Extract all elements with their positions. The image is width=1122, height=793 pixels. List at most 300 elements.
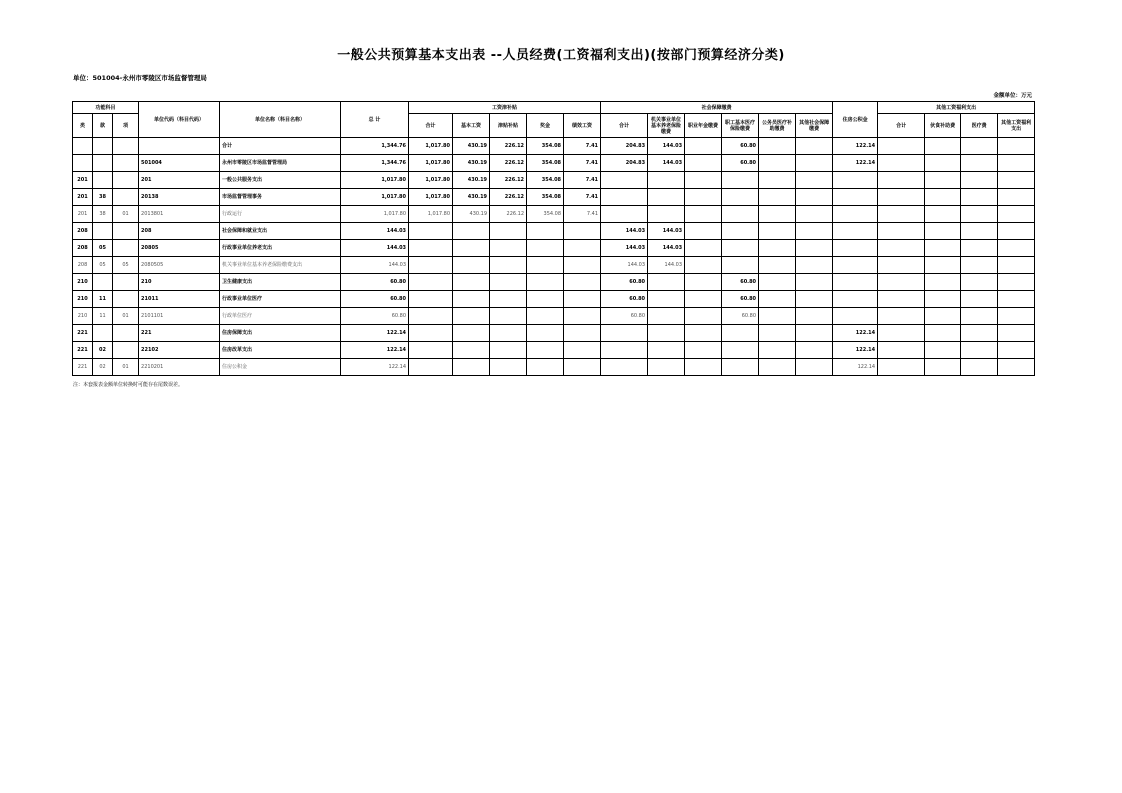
civil-medical-cell: [759, 291, 796, 308]
pension-cell: 144.03: [648, 257, 685, 274]
social-total-cell: 204.83: [601, 138, 648, 155]
other-welfare-cell: [998, 325, 1035, 342]
total-cell: 1,017.80: [341, 189, 409, 206]
social-total-cell: 144.03: [601, 240, 648, 257]
other-welfare-cell: [998, 206, 1035, 223]
table-row: [73, 359, 1035, 376]
medical-header: 职工基本医疗保险缴费: [722, 114, 759, 138]
kuan-cell: [93, 325, 113, 342]
money-unit-label: 金额单位：万元: [993, 93, 1032, 99]
other-welfare-header: 其他工资福利支出: [998, 114, 1035, 138]
base-wage-cell: [453, 223, 490, 240]
bonus-cell: [527, 291, 564, 308]
lei-cell: 210: [73, 308, 93, 325]
med-fee-header: 医疗费: [961, 114, 998, 138]
meal-cell: [925, 325, 961, 342]
medical-cell: 60.80: [722, 308, 759, 325]
med-fee-cell: [961, 189, 998, 206]
base-wage-cell: [453, 325, 490, 342]
merit-pay-cell: 7.41: [564, 138, 601, 155]
med-fee-cell: [961, 172, 998, 189]
medical-cell: [722, 172, 759, 189]
meal-cell: [925, 257, 961, 274]
total-header: 总 计: [341, 102, 409, 138]
total-cell: 144.03: [341, 223, 409, 240]
med-fee-cell: [961, 138, 998, 155]
pension-cell: 144.03: [648, 155, 685, 172]
social-total-cell: 204.83: [601, 155, 648, 172]
base-wage-cell: [453, 257, 490, 274]
kuan-cell: [93, 155, 113, 172]
other-social-cell: [796, 189, 833, 206]
base-wage-cell: 430.19: [453, 206, 490, 223]
medical-cell: [722, 342, 759, 359]
footnote: 注：本套报表金额单位转换时可能存在尾数误差。: [73, 382, 184, 388]
civil-medical-cell: [759, 308, 796, 325]
med-fee-cell: [961, 206, 998, 223]
wage-total-cell: [409, 274, 453, 291]
base-wage-cell: [453, 342, 490, 359]
xiang-header: 项: [113, 114, 139, 138]
code-cell: 201: [139, 172, 220, 189]
merit-pay-cell: [564, 359, 601, 376]
kuan-cell: 05: [93, 240, 113, 257]
medical-cell: 60.80: [722, 291, 759, 308]
base-wage-cell: [453, 291, 490, 308]
code-cell: 21011: [139, 291, 220, 308]
civil-medical-cell: [759, 325, 796, 342]
bonus-cell: [527, 240, 564, 257]
meal-cell: [925, 206, 961, 223]
lei-cell: 201: [73, 189, 93, 206]
table-row: [73, 223, 1035, 240]
social-total-cell: [601, 189, 648, 206]
budget-table: [72, 101, 1035, 376]
table-row: [73, 342, 1035, 359]
lei-cell: 201: [73, 172, 93, 189]
housing-cell: [833, 240, 878, 257]
allowance-cell: [490, 308, 527, 325]
kuan-cell: 38: [93, 206, 113, 223]
name-cell: 永州市零陵区市场监督管理局: [220, 155, 341, 172]
other-welfare-cell: [998, 274, 1035, 291]
meal-cell: [925, 274, 961, 291]
meal-header: 伙食补助费: [925, 114, 961, 138]
code-cell: 208: [139, 223, 220, 240]
annuity-cell: [685, 359, 722, 376]
merit-pay-cell: 7.41: [564, 172, 601, 189]
unit-label: 单位：501004-永州市零陵区市场监督管理局: [73, 74, 207, 82]
code-cell: 22102: [139, 342, 220, 359]
total-cell: 60.80: [341, 274, 409, 291]
xiang-cell: 01: [113, 359, 139, 376]
wage-total-cell: [409, 223, 453, 240]
annuity-cell: [685, 189, 722, 206]
other-total-cell: [878, 257, 925, 274]
other-total-cell: [878, 325, 925, 342]
allowance-cell: [490, 291, 527, 308]
med-fee-cell: [961, 223, 998, 240]
table-row: [73, 240, 1035, 257]
housing-cell: [833, 291, 878, 308]
other-social-cell: [796, 172, 833, 189]
civil-medical-cell: [759, 359, 796, 376]
merit-pay-cell: [564, 257, 601, 274]
other-social-cell: [796, 138, 833, 155]
table-row: [73, 257, 1035, 274]
housing-cell: 122.14: [833, 359, 878, 376]
other-welfare-cell: [998, 257, 1035, 274]
pension-cell: [648, 172, 685, 189]
other-welfare-cell: [998, 359, 1035, 376]
social-total-cell: 144.03: [601, 223, 648, 240]
merit-pay-cell: [564, 308, 601, 325]
allowance-cell: 226.12: [490, 206, 527, 223]
annuity-cell: [685, 342, 722, 359]
social-total-header: 合计: [601, 114, 648, 138]
table-row: [73, 274, 1035, 291]
social-total-cell: [601, 172, 648, 189]
housing-cell: [833, 172, 878, 189]
meal-cell: [925, 155, 961, 172]
table-row: [73, 138, 1035, 155]
kuan-cell: [93, 138, 113, 155]
allowance-cell: [490, 342, 527, 359]
other-total-cell: [878, 308, 925, 325]
code-cell: 2080505: [139, 257, 220, 274]
other-welfare-cell: [998, 155, 1035, 172]
table-row: [73, 308, 1035, 325]
name-cell: 住房公积金: [220, 359, 341, 376]
annuity-cell: [685, 223, 722, 240]
total-cell: 1,344.76: [341, 138, 409, 155]
bonus-cell: 354.08: [527, 172, 564, 189]
table-row: [73, 172, 1035, 189]
lei-cell: 208: [73, 257, 93, 274]
other-total-cell: [878, 291, 925, 308]
other-welfare-cell: [998, 138, 1035, 155]
xiang-cell: [113, 223, 139, 240]
code-cell: 210: [139, 274, 220, 291]
xiang-cell: 01: [113, 308, 139, 325]
bonus-cell: [527, 308, 564, 325]
table-row: [73, 155, 1035, 172]
kuan-cell: [93, 172, 113, 189]
lei-cell: 221: [73, 325, 93, 342]
medical-cell: [722, 240, 759, 257]
other-total-cell: [878, 342, 925, 359]
table-row: [73, 325, 1035, 342]
other-social-cell: [796, 342, 833, 359]
table-row: [73, 291, 1035, 308]
merit-pay-cell: [564, 325, 601, 342]
merit-pay-cell: [564, 240, 601, 257]
med-fee-cell: [961, 257, 998, 274]
wage-total-cell: 1,017.80: [409, 138, 453, 155]
bonus-cell: [527, 342, 564, 359]
housing-cell: 122.14: [833, 342, 878, 359]
social-total-cell: [601, 325, 648, 342]
bonus-cell: 354.08: [527, 206, 564, 223]
code-cell: 2210201: [139, 359, 220, 376]
wage-group-header: 工资津补贴: [409, 102, 601, 114]
social-total-cell: 60.80: [601, 308, 648, 325]
other-social-cell: [796, 240, 833, 257]
xiang-cell: [113, 342, 139, 359]
table-row: [73, 189, 1035, 206]
other-group-header: 其他工资福利支出: [878, 102, 1035, 114]
civil-medical-cell: [759, 274, 796, 291]
allowance-header: 津贴补贴: [490, 114, 527, 138]
meal-cell: [925, 138, 961, 155]
total-cell: 144.03: [341, 240, 409, 257]
base-wage-cell: [453, 308, 490, 325]
other-social-cell: [796, 308, 833, 325]
allowance-cell: [490, 359, 527, 376]
bonus-cell: 354.08: [527, 155, 564, 172]
kuan-cell: [93, 274, 113, 291]
xiang-cell: 01: [113, 206, 139, 223]
civil-medical-cell: [759, 342, 796, 359]
kuan-header: 款: [93, 114, 113, 138]
xiang-cell: [113, 325, 139, 342]
kuan-cell: 02: [93, 342, 113, 359]
pension-cell: [648, 291, 685, 308]
other-social-cell: [796, 325, 833, 342]
wage-total-cell: 1,017.80: [409, 189, 453, 206]
wage-total-cell: 1,017.80: [409, 172, 453, 189]
housing-header: 住房公积金: [833, 102, 878, 138]
pension-cell: [648, 342, 685, 359]
housing-cell: 122.14: [833, 325, 878, 342]
total-cell: 60.80: [341, 308, 409, 325]
merit-pay-cell: 7.41: [564, 206, 601, 223]
other-total-cell: [878, 138, 925, 155]
pension-cell: [648, 206, 685, 223]
xiang-cell: [113, 291, 139, 308]
bonus-cell: [527, 274, 564, 291]
medical-cell: 60.80: [722, 155, 759, 172]
kuan-cell: 02: [93, 359, 113, 376]
code-cell: 2101101: [139, 308, 220, 325]
social-total-cell: 60.80: [601, 274, 648, 291]
other-total-cell: [878, 359, 925, 376]
xiang-cell: [113, 138, 139, 155]
other-total-cell: [878, 172, 925, 189]
annuity-cell: [685, 240, 722, 257]
code-cell: 20805: [139, 240, 220, 257]
other-social-cell: [796, 291, 833, 308]
bonus-cell: 354.08: [527, 189, 564, 206]
total-cell: 144.03: [341, 257, 409, 274]
bonus-header: 奖金: [527, 114, 564, 138]
other-social-cell: [796, 274, 833, 291]
merit-pay-cell: [564, 274, 601, 291]
medical-cell: [722, 325, 759, 342]
allowance-cell: [490, 240, 527, 257]
medical-cell: [722, 223, 759, 240]
kuan-cell: 05: [93, 257, 113, 274]
total-cell: 122.14: [341, 325, 409, 342]
lei-cell: 201: [73, 206, 93, 223]
other-social-cell: [796, 206, 833, 223]
name-cell: 住房改革支出: [220, 342, 341, 359]
civil-medical-cell: [759, 206, 796, 223]
meal-cell: [925, 172, 961, 189]
annuity-cell: [685, 155, 722, 172]
other-welfare-cell: [998, 223, 1035, 240]
meal-cell: [925, 359, 961, 376]
xiang-cell: 05: [113, 257, 139, 274]
annuity-cell: [685, 325, 722, 342]
bonus-cell: [527, 325, 564, 342]
total-cell: 1,017.80: [341, 172, 409, 189]
civil-medical-cell: [759, 240, 796, 257]
name-cell: 行政运行: [220, 206, 341, 223]
allowance-cell: [490, 325, 527, 342]
lei-cell: 208: [73, 223, 93, 240]
lei-cell: 221: [73, 359, 93, 376]
other-total-cell: [878, 155, 925, 172]
other-social-header: 其他社会保障缴费: [796, 114, 833, 138]
annuity-cell: [685, 274, 722, 291]
housing-cell: 122.14: [833, 155, 878, 172]
lei-cell: 210: [73, 274, 93, 291]
annuity-cell: [685, 257, 722, 274]
unit-name-header: 单位名称（科目名称）: [220, 102, 341, 138]
meal-cell: [925, 223, 961, 240]
civil-medical-cell: [759, 172, 796, 189]
other-social-cell: [796, 223, 833, 240]
xiang-cell: [113, 189, 139, 206]
total-cell: 122.14: [341, 359, 409, 376]
unit-code-header: 单位代码（科目代码）: [139, 102, 220, 138]
annuity-header: 职业年金缴费: [685, 114, 722, 138]
kuan-cell: 11: [93, 308, 113, 325]
allowance-cell: 226.12: [490, 155, 527, 172]
med-fee-cell: [961, 155, 998, 172]
meal-cell: [925, 189, 961, 206]
name-cell: 市场监督管理事务: [220, 189, 341, 206]
med-fee-cell: [961, 342, 998, 359]
housing-cell: [833, 189, 878, 206]
code-cell: [139, 138, 220, 155]
merit-pay-cell: [564, 342, 601, 359]
wage-total-cell: [409, 342, 453, 359]
pension-header: 机关事业单位基本养老保险缴费: [648, 114, 685, 138]
med-fee-cell: [961, 308, 998, 325]
other-welfare-cell: [998, 240, 1035, 257]
wage-total-cell: [409, 291, 453, 308]
wage-total-cell: 1,017.80: [409, 155, 453, 172]
name-cell: 行政事业单位医疗: [220, 291, 341, 308]
table-row: [73, 206, 1035, 223]
xiang-cell: [113, 274, 139, 291]
annuity-cell: [685, 138, 722, 155]
pension-cell: 144.03: [648, 138, 685, 155]
total-cell: 1,344.76: [341, 155, 409, 172]
social-total-cell: [601, 206, 648, 223]
med-fee-cell: [961, 291, 998, 308]
func-subject-header: 功能科目: [73, 102, 139, 114]
name-cell: 一般公共服务支出: [220, 172, 341, 189]
kuan-cell: [93, 223, 113, 240]
lei-cell: [73, 138, 93, 155]
code-cell: 501004: [139, 155, 220, 172]
civil-medical-cell: [759, 189, 796, 206]
pension-cell: [648, 274, 685, 291]
pension-cell: [648, 308, 685, 325]
merit-pay-header: 绩效工资: [564, 114, 601, 138]
pension-cell: [648, 359, 685, 376]
name-cell: 卫生健康支出: [220, 274, 341, 291]
lei-cell: 221: [73, 342, 93, 359]
med-fee-cell: [961, 274, 998, 291]
civil-medical-header: 公务员医疗补助缴费: [759, 114, 796, 138]
lei-cell: [73, 155, 93, 172]
social-total-cell: [601, 342, 648, 359]
code-cell: 221: [139, 325, 220, 342]
base-wage-cell: 430.19: [453, 172, 490, 189]
civil-medical-cell: [759, 138, 796, 155]
annuity-cell: [685, 308, 722, 325]
allowance-cell: [490, 257, 527, 274]
wage-total-cell: [409, 359, 453, 376]
name-cell: 行政事业单位养老支出: [220, 240, 341, 257]
civil-medical-cell: [759, 155, 796, 172]
wage-total-cell: [409, 308, 453, 325]
merit-pay-cell: [564, 223, 601, 240]
allowance-cell: 226.12: [490, 189, 527, 206]
lei-cell: 210: [73, 291, 93, 308]
civil-medical-cell: [759, 223, 796, 240]
annuity-cell: [685, 206, 722, 223]
total-cell: 122.14: [341, 342, 409, 359]
housing-cell: [833, 308, 878, 325]
other-social-cell: [796, 359, 833, 376]
housing-cell: 122.14: [833, 138, 878, 155]
other-welfare-cell: [998, 291, 1035, 308]
other-social-cell: [796, 257, 833, 274]
pension-cell: [648, 325, 685, 342]
merit-pay-cell: 7.41: [564, 189, 601, 206]
social-total-cell: 144.03: [601, 257, 648, 274]
bonus-cell: [527, 359, 564, 376]
meal-cell: [925, 342, 961, 359]
other-welfare-cell: [998, 342, 1035, 359]
code-cell: 20138: [139, 189, 220, 206]
bonus-cell: [527, 223, 564, 240]
med-fee-cell: [961, 240, 998, 257]
other-total-header: 合计: [878, 114, 925, 138]
merit-pay-cell: 7.41: [564, 155, 601, 172]
allowance-cell: 226.12: [490, 172, 527, 189]
base-wage-cell: 430.19: [453, 155, 490, 172]
other-total-cell: [878, 223, 925, 240]
xiang-cell: [113, 172, 139, 189]
lei-header: 类: [73, 114, 93, 138]
bonus-cell: [527, 257, 564, 274]
medical-cell: [722, 257, 759, 274]
annuity-cell: [685, 291, 722, 308]
medical-cell: [722, 359, 759, 376]
medical-cell: 60.80: [722, 274, 759, 291]
social-total-cell: 60.80: [601, 291, 648, 308]
base-wage-cell: [453, 359, 490, 376]
housing-cell: [833, 257, 878, 274]
name-cell: 行政单位医疗: [220, 308, 341, 325]
name-cell: 合计: [220, 138, 341, 155]
